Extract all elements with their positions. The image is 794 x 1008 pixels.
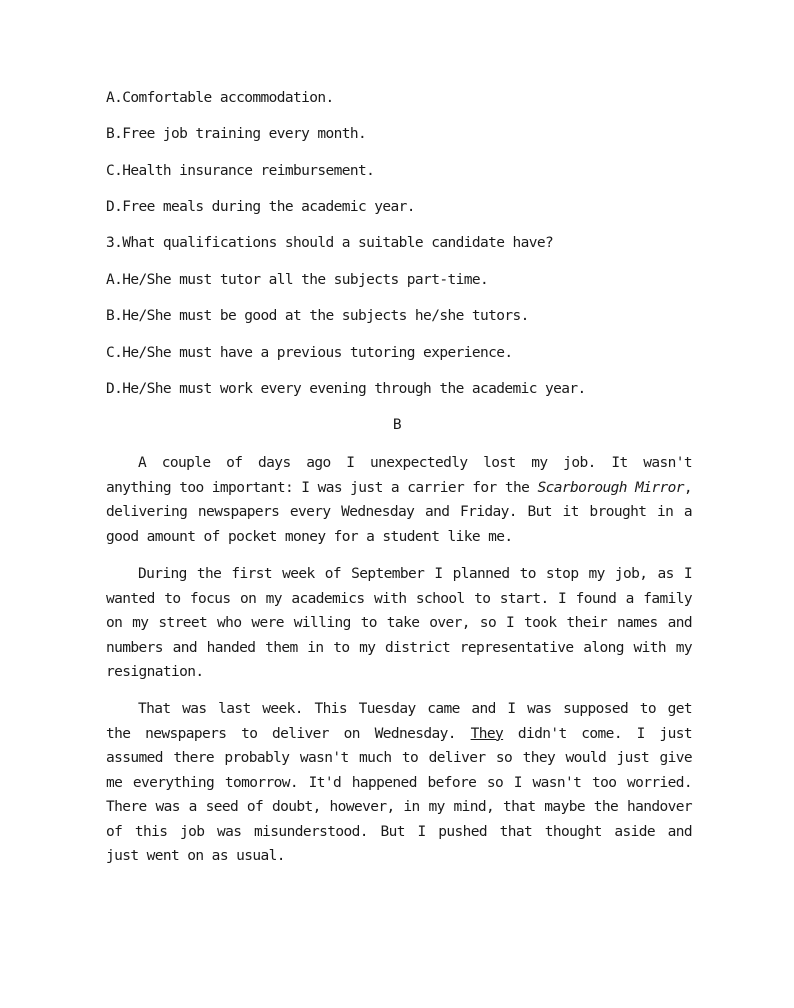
p2-line-2: wanted to focus on my academics with school to start. I found a family — [106, 590, 692, 607]
p2-line-3: on my street who were willing to take over, so I took their names and — [106, 615, 692, 631]
newspaper-title: Scarborough Mirror — [537, 479, 684, 496]
p3-line-2a: the newspapers to deliver on Wednesday. — [106, 725, 471, 742]
q2-option-d: D.Free meals during the academic year. — [106, 199, 415, 215]
q2-option-b: B.Free job training every month. — [106, 126, 367, 142]
q3-option-d: D.He/She must work every evening through the academic year. — [106, 381, 586, 397]
q3-option-c: C.He/She must have a previous tutoring experience. — [106, 345, 513, 361]
p1-line-3: delivering newspapers every Wednesday and Friday. But it brought in a — [106, 504, 692, 520]
p3-line-4: me everything tomorrow. It'd happened before so I wasn't too worried. — [106, 774, 692, 791]
p1-line-4: good amount of pocket money for a student like me. — [106, 528, 513, 545]
q3-question: 3.What qualifications should a suitable candidate have? — [106, 235, 554, 251]
passage-paragraph-1 — [106, 451, 692, 549]
p3-line-7: just went on as usual. — [106, 848, 285, 864]
p3-line-1: That was last week. This Tuesday came and I was supposed to get — [138, 701, 692, 717]
p1-line-2a: anything too important: I was just a carrier for the — [106, 479, 538, 496]
p1-line-1: A couple of days ago I unexpectedly lost my job. It wasn't — [138, 455, 692, 471]
p2-line-4: numbers and handed them in to my district representative along with my — [106, 639, 692, 656]
p3-line-5: There was a seed of doubt, however, in my mind, that maybe the handover — [106, 799, 692, 815]
p3-line-6: of this job was misunderstood. But I pushed that thought aside and — [106, 823, 692, 840]
q3-option-a: A.He/She must tutor all the subjects part-time. — [106, 272, 489, 288]
p2-line-5: resignation. — [106, 664, 204, 680]
underlined-word: They — [470, 725, 504, 742]
p1-line-2b: , — [683, 479, 692, 496]
q2-option-a: A.Comfortable accommodation. — [106, 90, 334, 106]
q2-option-c: C.Health insurance reimbursement. — [106, 163, 375, 179]
p3-line-2b: didn't come. I just — [503, 725, 692, 742]
p2-line-1: During the first week of September I planned to stop my job, as I — [138, 566, 692, 582]
section-label: B — [392, 417, 402, 433]
q3-option-b: B.He/She must be good at the subjects he/she tutors. — [106, 308, 529, 324]
passage-paragraph-3 — [106, 697, 692, 869]
p3-line-3: assumed there probably wasn't much to deliver so they would just give — [106, 750, 692, 766]
passage-paragraph-2 — [106, 562, 692, 685]
